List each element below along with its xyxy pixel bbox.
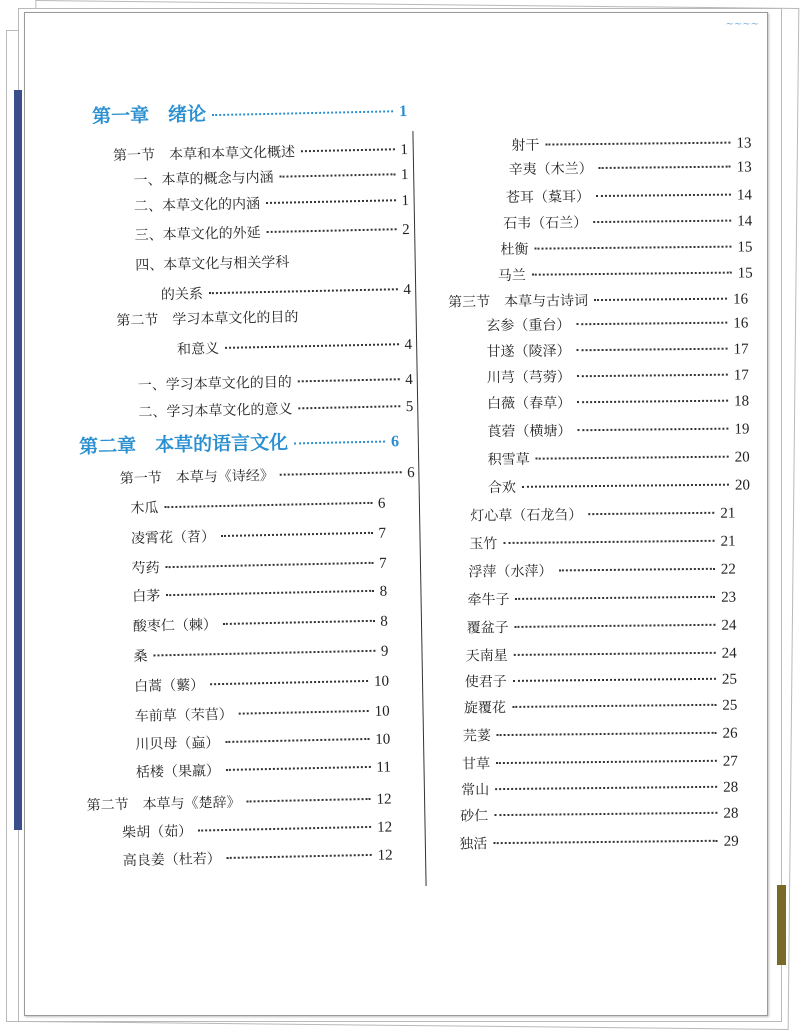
dot-leader bbox=[522, 484, 729, 488]
toc-page-number: 11 bbox=[376, 759, 392, 776]
toc-item-entry bbox=[132, 582, 387, 607]
toc-section-entry bbox=[177, 335, 412, 360]
dot-leader bbox=[226, 766, 371, 771]
toc-page-number: 13 bbox=[736, 159, 752, 176]
dot-leader bbox=[577, 348, 728, 352]
toc-page-number: 10 bbox=[375, 731, 391, 748]
dot-leader bbox=[493, 840, 717, 844]
toc-item-entry bbox=[469, 532, 735, 555]
dot-leader bbox=[536, 456, 729, 460]
toc-page-number: 5 bbox=[405, 398, 414, 416]
toc-item-entry bbox=[487, 391, 749, 414]
toc-entry-title: 苍耳（葈耳） bbox=[505, 189, 591, 206]
toc-entry-title: 辛夷（木兰） bbox=[508, 161, 593, 178]
dot-leader bbox=[267, 228, 397, 233]
toc-page-number: 14 bbox=[736, 187, 753, 204]
toc-section-entry bbox=[116, 305, 411, 331]
toc-entry-title: 甘草 bbox=[461, 756, 491, 773]
toc-item-entry bbox=[135, 730, 390, 755]
toc-item-entry bbox=[138, 370, 413, 396]
dot-leader bbox=[210, 680, 368, 685]
toc-item-entry bbox=[133, 165, 408, 191]
book-edge-strip bbox=[777, 885, 786, 965]
toc-entry-title: 白茅 bbox=[132, 588, 161, 605]
toc-page-number: 24 bbox=[721, 617, 737, 634]
toc-entry-title: 一、学习本草文化的目的 bbox=[137, 374, 292, 394]
dot-leader bbox=[514, 652, 716, 656]
toc-entry-title: 芍药 bbox=[131, 560, 160, 577]
toc-item-entry bbox=[459, 832, 739, 855]
dot-leader bbox=[594, 298, 727, 301]
toc-entry-title: 一、本草的概念与内涵 bbox=[133, 169, 274, 189]
toc-entry-title: 天南星 bbox=[465, 647, 508, 665]
toc-entry-title: 积雪草 bbox=[487, 451, 530, 469]
toc-page-number: 17 bbox=[733, 341, 749, 358]
toc-section-entry bbox=[448, 289, 748, 312]
toc-page-number: 12 bbox=[377, 847, 393, 864]
dot-leader bbox=[497, 732, 717, 736]
toc-entry-title: 栝楼（果羸） bbox=[135, 763, 221, 781]
toc-entry-title: 独活 bbox=[459, 836, 488, 853]
toc-entry-title: 第一节 本草和本草文化概述 bbox=[112, 144, 296, 165]
toc-item-entry bbox=[462, 752, 738, 775]
toc-entry-title: 玄参（重台） bbox=[486, 317, 571, 335]
toc-entry-title: 木瓜 bbox=[130, 500, 159, 517]
dot-leader bbox=[164, 502, 371, 508]
dot-leader bbox=[593, 220, 731, 223]
toc-entry-title: 的关系 bbox=[160, 286, 204, 304]
toc-page-number: 6 bbox=[407, 464, 415, 482]
toc-item-entry bbox=[461, 778, 738, 801]
toc-page-number: 14 bbox=[737, 213, 753, 230]
toc-page-number: 20 bbox=[734, 477, 751, 494]
toc-section-entry bbox=[120, 463, 415, 489]
toc-item-entry bbox=[135, 250, 410, 276]
toc-item-entry bbox=[460, 804, 738, 827]
toc-entry-title: 二、本草文化的内涵 bbox=[133, 196, 261, 215]
dot-leader bbox=[512, 704, 716, 708]
toc-page-number: 4 bbox=[405, 371, 413, 389]
dot-leader bbox=[515, 624, 716, 628]
toc-item-entry bbox=[161, 280, 411, 305]
dot-leader bbox=[225, 738, 369, 743]
toc-item-entry bbox=[486, 339, 748, 362]
toc-item-entry bbox=[463, 724, 738, 747]
toc-item-entry bbox=[131, 524, 386, 549]
toc-entry-title: 合欢 bbox=[487, 479, 517, 497]
toc-entry-title: 莨菪（横塘） bbox=[487, 423, 572, 441]
toc-page-number: 8 bbox=[380, 613, 388, 630]
toc-entry-title: 使君子 bbox=[464, 673, 507, 691]
toc-page-number: 4 bbox=[403, 281, 412, 299]
toc-entry-title: 凌霄花（苕） bbox=[130, 529, 216, 547]
dot-leader bbox=[496, 760, 717, 764]
toc-entry-title: 第一节 本草与《诗经》 bbox=[119, 467, 274, 488]
toc-page-number: 15 bbox=[737, 239, 753, 256]
toc-page-number: 28 bbox=[723, 779, 739, 796]
dot-leader bbox=[298, 405, 400, 409]
page-corner-mark: ~~~~ bbox=[725, 19, 759, 30]
toc-entry-title: 川贝母（蝱） bbox=[135, 735, 220, 753]
dot-leader bbox=[279, 173, 395, 177]
toc-page-number: 1 bbox=[398, 103, 408, 121]
column-divider bbox=[412, 131, 426, 886]
toc-page-number: 20 bbox=[734, 449, 750, 466]
toc-page-number: 4 bbox=[404, 336, 413, 354]
toc-entry-title: 常山 bbox=[461, 782, 490, 799]
dot-leader bbox=[298, 378, 400, 382]
toc-item-entry bbox=[488, 447, 750, 470]
toc-entry-title: 灯心草（石龙刍） bbox=[470, 507, 583, 525]
toc-entry-title: 和意义 bbox=[176, 341, 220, 358]
toc-page-number: 10 bbox=[373, 673, 390, 690]
dot-leader bbox=[247, 798, 371, 803]
toc-page-number: 21 bbox=[720, 533, 736, 550]
dot-leader bbox=[221, 532, 373, 537]
dot-leader bbox=[495, 786, 717, 790]
dot-leader bbox=[153, 650, 374, 657]
toc-entry-title: 玉竹 bbox=[469, 536, 498, 553]
toc-page-number: 24 bbox=[721, 645, 737, 662]
toc-entry-title: 四、本草文化与相关学科 bbox=[135, 254, 290, 274]
toc-entry-title: 牵牛子 bbox=[467, 591, 510, 609]
toc-item-entry bbox=[488, 475, 750, 498]
toc-item-entry bbox=[487, 365, 749, 388]
toc-page-number: 7 bbox=[378, 525, 387, 542]
toc-page-number: 29 bbox=[723, 833, 739, 850]
toc-chapter-entry bbox=[92, 100, 407, 129]
toc-item-entry bbox=[486, 313, 748, 336]
toc-entry-title: 柴胡（茹） bbox=[122, 823, 193, 842]
dot-leader bbox=[545, 142, 730, 146]
toc-page-number: 13 bbox=[736, 135, 752, 152]
toc-chapter-entry bbox=[79, 430, 399, 459]
toc-page-number: 10 bbox=[374, 703, 390, 720]
toc-page-number: 16 bbox=[732, 291, 749, 308]
toc-item-entry bbox=[130, 494, 385, 519]
dot-leader bbox=[532, 272, 732, 276]
toc-page-number: 9 bbox=[380, 643, 389, 660]
toc-entry-title: 第二节 本草与《楚辞》 bbox=[86, 794, 241, 814]
toc-page-number: 1 bbox=[401, 193, 410, 210]
toc-page-number: 12 bbox=[376, 791, 392, 808]
dot-leader bbox=[577, 400, 728, 404]
toc-page-number: 6 bbox=[377, 495, 386, 512]
dot-leader bbox=[494, 812, 717, 816]
toc-entry-title: 射干 bbox=[511, 137, 540, 154]
toc-entry-title: 高良姜（杜若） bbox=[122, 851, 221, 870]
toc-page-number: 18 bbox=[734, 393, 750, 410]
toc-entry-title: 马兰 bbox=[497, 267, 526, 285]
dot-leader bbox=[503, 540, 714, 544]
toc-item-entry bbox=[503, 211, 752, 234]
toc-page-number: 15 bbox=[737, 265, 753, 282]
toc-page-number: 23 bbox=[721, 589, 737, 606]
toc-entry-title: 第二节 学习本草文化的目的 bbox=[116, 309, 299, 330]
dot-leader bbox=[223, 620, 375, 625]
toc-item-entry bbox=[500, 237, 752, 260]
book-spine-strip bbox=[14, 90, 22, 830]
toc-entry-title: 石韦（石兰） bbox=[503, 215, 588, 233]
toc-entry-title: 酸枣仁（棘） bbox=[132, 617, 218, 635]
toc-entry-title: 川芎（芎䓖） bbox=[486, 369, 571, 387]
toc-page-number: 6 bbox=[390, 433, 400, 451]
dot-leader bbox=[280, 471, 402, 476]
dot-leader bbox=[596, 194, 731, 197]
toc-item-entry bbox=[136, 758, 391, 783]
dot-leader bbox=[239, 710, 369, 715]
toc-page-number: 25 bbox=[721, 671, 738, 688]
toc-item-entry bbox=[467, 616, 737, 639]
toc-entry-title: 桑 bbox=[133, 648, 148, 665]
toc-section-entry bbox=[113, 140, 408, 166]
toc-entry-title: 白薇（春草） bbox=[487, 395, 572, 413]
toc-entry-title: 旋覆花 bbox=[463, 700, 506, 717]
dot-leader bbox=[588, 512, 714, 515]
toc-entry-title: 车前草（芣苢） bbox=[134, 706, 233, 725]
toc-page-number: 25 bbox=[722, 697, 738, 714]
toc-page-number: 16 bbox=[733, 315, 749, 332]
toc-entry-title: 第一章 绪论 bbox=[91, 103, 207, 128]
dot-leader bbox=[225, 343, 399, 349]
toc-entry-title: 覆盆子 bbox=[466, 619, 509, 637]
toc-item-entry bbox=[135, 702, 390, 727]
toc-page-number: 1 bbox=[400, 142, 409, 159]
toc-page-number: 26 bbox=[722, 725, 738, 742]
toc-entry-title: 芫荽 bbox=[462, 728, 492, 745]
toc-item-entry bbox=[506, 185, 752, 208]
toc-page-number: 7 bbox=[378, 555, 387, 572]
toc-entry-title: 第三节 本草与古诗词 bbox=[447, 293, 589, 311]
toc-item-entry bbox=[466, 644, 737, 667]
toc-entry-title: 第二章 本草的语言文化 bbox=[78, 431, 289, 458]
toc-item-entry bbox=[464, 696, 738, 719]
toc-entry-title: 浮萍（水萍） bbox=[468, 563, 553, 581]
toc-item-entry bbox=[465, 670, 737, 693]
dot-leader bbox=[198, 826, 371, 832]
dot-leader bbox=[227, 854, 372, 859]
toc-item-entry bbox=[133, 612, 388, 637]
toc-item-entry bbox=[133, 642, 388, 667]
dot-leader bbox=[166, 562, 373, 568]
dot-leader bbox=[577, 374, 728, 378]
dot-leader bbox=[516, 596, 716, 600]
dot-leader bbox=[577, 428, 728, 432]
toc-item-entry bbox=[134, 191, 409, 217]
toc-item-entry bbox=[470, 504, 735, 527]
toc-item-entry bbox=[468, 560, 736, 583]
toc-entry-title: 甘遂（陵泽） bbox=[486, 343, 571, 361]
dot-leader bbox=[599, 166, 731, 169]
toc-item-entry bbox=[498, 263, 753, 286]
toc-entry-title: 二、学习本草文化的意义 bbox=[138, 401, 293, 421]
toc-entry-title: 砂仁 bbox=[460, 808, 489, 825]
toc-item-entry bbox=[509, 157, 752, 180]
toc-item-entry bbox=[138, 397, 413, 423]
toc-item-entry bbox=[123, 845, 393, 871]
dot-leader bbox=[294, 441, 385, 445]
toc-page-number: 12 bbox=[376, 819, 393, 836]
dot-leader bbox=[266, 199, 396, 204]
toc-page-number: 17 bbox=[733, 367, 749, 384]
dot-leader bbox=[534, 246, 731, 250]
toc-page-number: 2 bbox=[401, 221, 410, 239]
dot-leader bbox=[212, 110, 393, 116]
toc-item-entry bbox=[467, 588, 736, 611]
toc-entry-title: 三、本草文化的外延 bbox=[134, 225, 261, 244]
toc-page-number: 19 bbox=[734, 421, 750, 438]
dot-leader bbox=[576, 322, 727, 326]
toc-item-entry bbox=[134, 672, 389, 697]
dot-leader bbox=[166, 590, 373, 596]
toc-entry-title: 杜衡 bbox=[500, 241, 529, 259]
toc-item-entry bbox=[134, 220, 409, 246]
toc-page-number: 1 bbox=[400, 167, 409, 184]
toc-page bbox=[24, 12, 768, 1016]
toc-page-number: 27 bbox=[722, 753, 738, 770]
toc-item-entry bbox=[131, 554, 386, 579]
dot-leader bbox=[301, 148, 395, 152]
toc-item-entry bbox=[487, 419, 749, 442]
toc-section-entry bbox=[86, 789, 391, 815]
toc-page-number: 8 bbox=[379, 583, 388, 600]
toc-entry-title: 白蒿（蘩） bbox=[133, 677, 205, 695]
toc-item-entry bbox=[122, 817, 392, 843]
toc-page-number: 28 bbox=[723, 805, 739, 822]
toc-page-number: 21 bbox=[720, 505, 736, 522]
dot-leader bbox=[209, 288, 398, 294]
toc-item-entry bbox=[511, 133, 751, 156]
dot-leader bbox=[558, 568, 714, 572]
toc-page-number: 22 bbox=[720, 561, 736, 578]
dot-leader bbox=[513, 678, 716, 682]
